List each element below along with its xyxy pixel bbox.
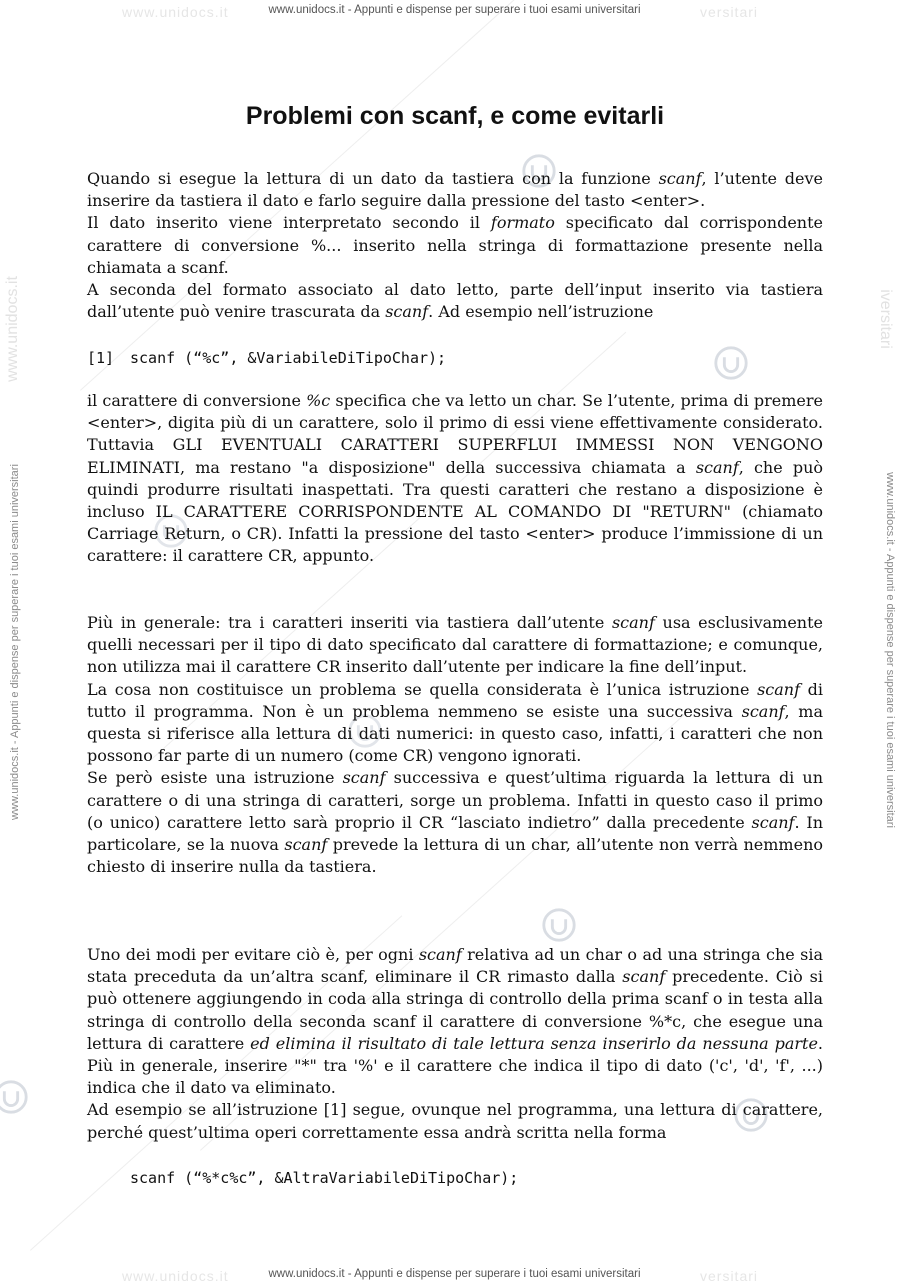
body-paragraph: Uno dei modi per evitare ciò è, per ogni scanf relativa ad un char o ad una stringa che sia stata preceduta da un’altra scanf, eliminare il CR rimasto dalla scanf precedente. Ciò si può ottenere aggiungendo in coda alla stringa di controllo della prima scanf o in testa alla stringa di controllo della seconda scanf il carattere di conversione %*c, che esegue una lettura di carattere ed elimina il risultato di tale lettura senza inserirlo da nessuna parte. Più in generale, inserire "*" tra '%' e il carattere che indica il tipo di dato ('c', 'd', 'f', ...) indica che il dato va eliminato.	[87, 945, 824, 1098]
watermark-logo-icon	[0, 1078, 30, 1116]
ghost-watermark-bottom: www.unidocs.it	[122, 1268, 229, 1284]
page-title: Problemi con scanf, e come evitarli	[245, 102, 665, 130]
ghost-watermark-top: www.unidocs.it	[122, 4, 229, 20]
general-section	[87, 612, 823, 878]
code-line: scanf (“%*c%c”, &AltraVariabileDiTipoChar);	[130, 1169, 519, 1187]
watermark-logo-icon	[712, 344, 750, 382]
body-paragraph: Ad esempio se all’istruzione [1] segue, ovunque nel programma, una lettura di carattere, perché quest’ultima operi correttamente essa andrà scritta nella forma	[87, 1100, 823, 1142]
intro-paragraph: A seconda del formato associato al dato letto, parte dell’input inserito via tastiera dall’utente può venire trascurata da scanf. Ad esempio nell’istruzione	[87, 280, 823, 322]
code-reference-label: [1]	[87, 349, 115, 367]
side-ghost-right: iversitari	[876, 289, 894, 349]
intro-section	[87, 168, 823, 323]
header-site-watermark: www.unidocs.it - Appunti e dispense per superare i tuoi esami universitari	[268, 4, 641, 16]
footer-site-watermark: www.unidocs.it - Appunti e dispense per superare i tuoi esami universitari	[268, 1268, 641, 1280]
ghost-watermark-top-tail: versitari	[700, 4, 759, 20]
ghost-watermark-bottom-tail: versitari	[700, 1268, 759, 1284]
intro-paragraph: Quando si esegue la lettura di un dato da tastiera con la funzione scanf, l’utente deve inserire da tastiera il dato e farlo seguire dalla pressione del tasto <enter>.	[87, 169, 824, 211]
side-watermark-right: www.unidocs.it - Appunti e dispense per superare i tuoi esami universitari	[884, 472, 896, 828]
code-example-2	[130, 1167, 518, 1189]
char-explanation-section	[87, 390, 823, 568]
code-example-1	[87, 347, 446, 369]
code-line: scanf (“%c”, &VariabileDiTipoChar);	[130, 349, 447, 367]
body-paragraph: Più in generale: tra i caratteri inseriti via tastiera dall’utente scanf usa esclusivamente quelli necessari per il tipo di dato specificato dal carattere di formattazione; e comunque, non utilizza mai il carattere CR inserito dall’utente per indicare la fine dell’input.	[87, 613, 823, 677]
body-paragraph: La cosa non costituisce un problema se quella considerata è l’unica istruzione scanf di tutto il programma. Non è un problema nemmeno se esiste una successiva scanf, ma questa si riferisce alla lettura di dati numerici: in questo caso, infatti, i caratteri che non possono far parte di un numero (come CR) vengono ignorati.	[87, 679, 823, 766]
side-ghost-left: www.unidocs.it	[3, 276, 21, 382]
watermark-logo-icon	[540, 906, 578, 944]
body-paragraph: il carattere di conversione %c specifica che va letto un char. Se l’utente, prima di premere <enter>, digita più di un carattere, solo il primo di essi viene effettivamente considerato. Tuttavia GLI EVENTUALI CARATTERI SUPERFLUI IMMESSI NON VENGONO ELIMINATI, ma restano "a disposizione" della successiva chiamata a scanf, che può quindi produrre risultati inaspettati. Tra questi caratteri che restano a disposizione è incluso IL CARATTERE CORRISPONDENTE AL COMANDO DI "RETURN" (chiamato Carriage Return, o CR). Infatti la pressione del tasto <enter> produce l’immissione di un carattere: il carattere CR, appunto.	[87, 391, 824, 566]
intro-paragraph: Il dato inserito viene interpretato secondo il formato specificato dal corrispondente carattere di conversione %... inserito nella stringa di formattazione presente nella chiamata a scanf.	[87, 213, 823, 277]
body-paragraph: Se però esiste una istruzione scanf successiva e quest’ultima riguarda la lettura di un carattere o di una stringa di caratteri, sorge un problema. Infatti in questo caso il primo (o unico) carattere letto sarà proprio il CR “lasciato indietro” dalla precedente scanf. In particolare, se la nuova scanf prevede la lettura di un char, all’utente non verrà nemmeno chiesto di inserire nulla da tastiera.	[87, 768, 824, 877]
fix-section	[87, 944, 823, 1144]
side-watermark-left: www.unidocs.it - Appunti e dispense per superare i tuoi esami universitari	[9, 464, 21, 820]
